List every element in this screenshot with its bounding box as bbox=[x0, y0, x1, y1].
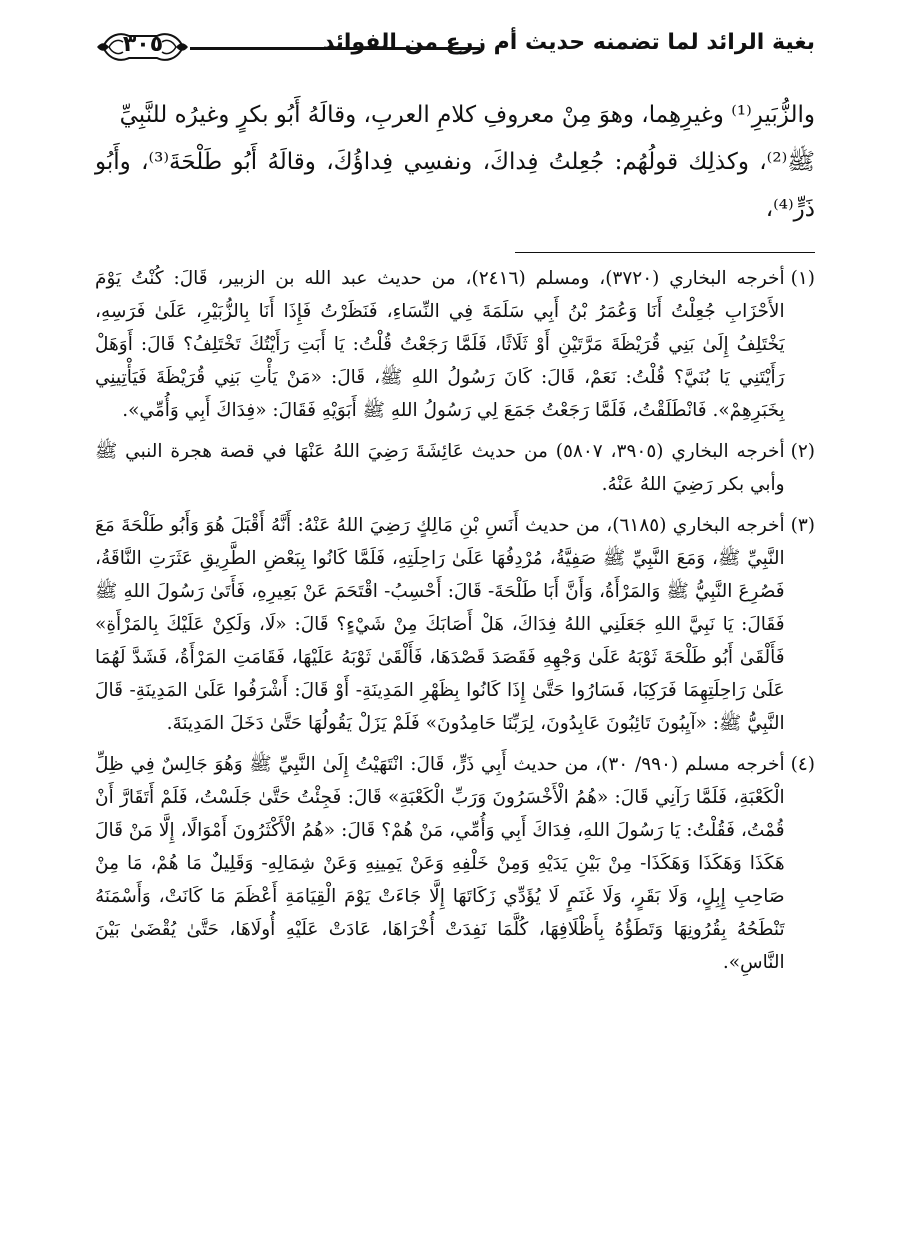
footnote-number: (٤) bbox=[790, 754, 815, 775]
page-header bbox=[95, 28, 815, 68]
footnote-4 bbox=[95, 748, 815, 979]
footnote-text: أخرجه البخاري (٦١٨٥)، من حديث أَنَسِ بْنِ مَالِكٍ رَضِيَ اللهُ عَنْهُ: أَنَّهُ أَقْبَلَ هُوَ وَأَبُو طَلْحَةَ مَعَ النَّبِيِّ ﷺ، وَمَعَ النَّبِيِّ ﷺ صَفِيَّةُ، مُرْدِفُهَا عَلَىٰ رَاحِلَتِهِ، فَلَمَّا كَانُوا بِبَعْضِ الطَّرِيقِ عَثَرَتِ النَّاقَةُ، فَصُرِعَ النَّبِيُّ ﷺ وَالمَرْأَةُ، وَأَنَّ أَبَا طَلْحَةَ- قَالَ: أَحْسِبُ- اقْتَحَمَ عَنْ بَعِيرِهِ، فَأَتَىٰ رَسُولَ اللهِ ﷺ فَقَالَ: يَا نَبِيَّ اللهِ جَعَلَنِي اللهُ فِدَاكَ، هَلْ أَصَابَكَ مِنْ شَيْءٍ؟ قَالَ: «لَا، وَلَكِنْ عَلَيْكَ بِالمَرْأَةِ» فَأَلْقَىٰ أَبُو طَلْحَةَ ثَوْبَهُ عَلَىٰ وَجْهِهِ فَقَصَدَ قَصْدَهَا، فَأَلْقَىٰ ثَوْبَهُ عَلَيْهَا، فَقَامَتِ المَرْأَةُ، فَشَدَّ لَهُمَا عَلَىٰ رَاحِلَتِهِمَا فَرَكِبَا، فَسَارُوا حَتَّىٰ إِذَا كَانُوا بِظَهْرِ المَدِينَةِ- أَوْ قَالَ: أَشْرَفُوا عَلَىٰ المَدِينَةِ- قَالَ النَّبِيُّ ﷺ: «آيِبُونَ تَائِبُونَ عَابِدُونَ، لِرَبِّنَا حَامِدُونَ» فَلَمْ يَزَلْ يَقُولُهَا حَتَّىٰ دَخَلَ المَدِينَةَ. bbox=[95, 515, 785, 734]
footnotes bbox=[95, 262, 815, 987]
page-number: ٣٠٥ bbox=[122, 32, 164, 57]
main-text-line: ﷺ⁽²⁾، وكذلِك قولُهُم: جُعِلتُ فِداكَ، ونفسِي فِداؤُكَ، وقالَهُ أَبُو طَلْحَةَ⁽³⁾، وأَبُو ذَرٍّ⁽⁴⁾، bbox=[95, 149, 815, 222]
footnote-separator bbox=[515, 252, 815, 253]
footnote-text: أخرجه البخاري (٣٩٠٥، ٥٨٠٧) من حديث عَائِشَةَ رَضِيَ اللهُ عَنْهَا في قصة هجرة النبي ﷺ وأبي بكر رَضِيَ اللهُ عَنْهُ. bbox=[95, 441, 785, 495]
footnote-3 bbox=[95, 509, 815, 740]
page-number-ornament bbox=[95, 28, 190, 66]
running-title: بغية الرائد لما تضمنه حديث أم زرع من الفوائد bbox=[322, 30, 815, 55]
footnote-number: (٢) bbox=[790, 441, 815, 462]
footnote-2 bbox=[95, 435, 815, 501]
footnote-text: أخرجه البخاري (٣٧٢٠)، ومسلم (٢٤١٦)، من حديث عبد الله بن الزبير، قَالَ: كُنْتُ يَوْمَ الأَحْزَابِ جُعِلْتُ أَنَا وَعُمَرُ بْنُ أَبِي سَلَمَةَ فِي النِّسَاءِ، فَنَظَرْتُ فَإِذَا أَنَا بِالزُّبَيْرِ، عَلَىٰ فَرَسِهِ، يَخْتَلِفُ إِلَىٰ بَنِي قُرَيْظَةَ مَرَّتَيْنِ أَوْ ثَلَاثًا، فَلَمَّا رَجَعْتُ قُلْتُ: يَا أَبَتِ رَأَيْتُكَ تَخْتَلِفُ؟ قَالَ: أَوَهَلْ رَأَيْتَنِي يَا بُنَيَّ؟ قُلْتُ: نَعَمْ، قَالَ: كَانَ رَسُولُ اللهِ ﷺ، قَالَ: «مَنْ يَأْتِ بَنِي قُرَيْظَةَ فَيَأْتِينِي بِخَبَرِهِمْ». فَانْطَلَقْتُ، فَلَمَّا رَجَعْتُ جَمَعَ لِي رَسُولُ اللهِ ﷺ أَبَوَيْهِ فَقَالَ: «فِدَاكَ أَبِي وَأُمِّي». bbox=[95, 268, 785, 421]
footnote-1 bbox=[95, 262, 815, 427]
footnote-number: (٣) bbox=[790, 515, 815, 536]
main-text-line: والزُّبَيرِ⁽¹⁾ وغيرِهِما، وهوَ مِنْ معروفِ كلامِ العربِ، وقالَهُ أَبُو بكرٍ وغيرُه للنَّبِيِّ bbox=[119, 102, 815, 128]
footnote-text: أخرجه مسلم (٩٩٠/ ٣٠)، من حديث أَبِي ذَرٍّ، قَالَ: انْتَهَيْتُ إِلَىٰ النَّبِيِّ ﷺ وَهُوَ جَالِسٌ فِي ظِلِّ الْكَعْبَةِ، فَلَمَّا رَآنِي قَالَ: «هُمُ الْأَخْسَرُونَ وَرَبِّ الْكَعْبَةِ» قَالَ: فَجِئْتُ حَتَّىٰ جَلَسْتُ، فَلَمْ أَتَقَارَّ أَنْ قُمْتُ، فَقُلْتُ: يَا رَسُولَ اللهِ، فِدَاكَ أَبِي وَأُمِّي، مَنْ هُمْ؟ قَالَ: «هُمُ الْأَكْثَرُونَ أَمْوَالًا، إِلَّا مَنْ قَالَ هَكَذَا وَهَكَذَا وَهَكَذَا- مِنْ بَيْنِ يَدَيْهِ وَمِنْ خَلْفِهِ وَعَنْ يَمِينِهِ وَعَنْ شِمَالِهِ- وَقَلِيلٌ مَا هُمْ، مَا مِنْ صَاحِبِ إِبِلٍ، وَلَا بَقَرٍ، وَلَا غَنَمٍ لَا يُؤَدِّي زَكَاتَهَا إِلَّا جَاءَتْ يَوْمَ الْقِيَامَةِ أَعْظَمَ مَا كَانَتْ، وَأَسْمَنَهُ تَنْطَحُهُ بِقُرُونِهَا وَتَطَؤُهُ بِأَظْلَافِهَا، كُلَّمَا نَفِدَتْ أُخْرَاهَا، عَادَتْ عَلَيْهِ أُولَاهَا، حَتَّىٰ يُقْضَىٰ بَيْنَ النَّاسِ». bbox=[95, 754, 785, 973]
header-rule bbox=[190, 47, 480, 50]
main-text bbox=[95, 92, 815, 233]
footnote-number: (١) bbox=[790, 268, 815, 289]
